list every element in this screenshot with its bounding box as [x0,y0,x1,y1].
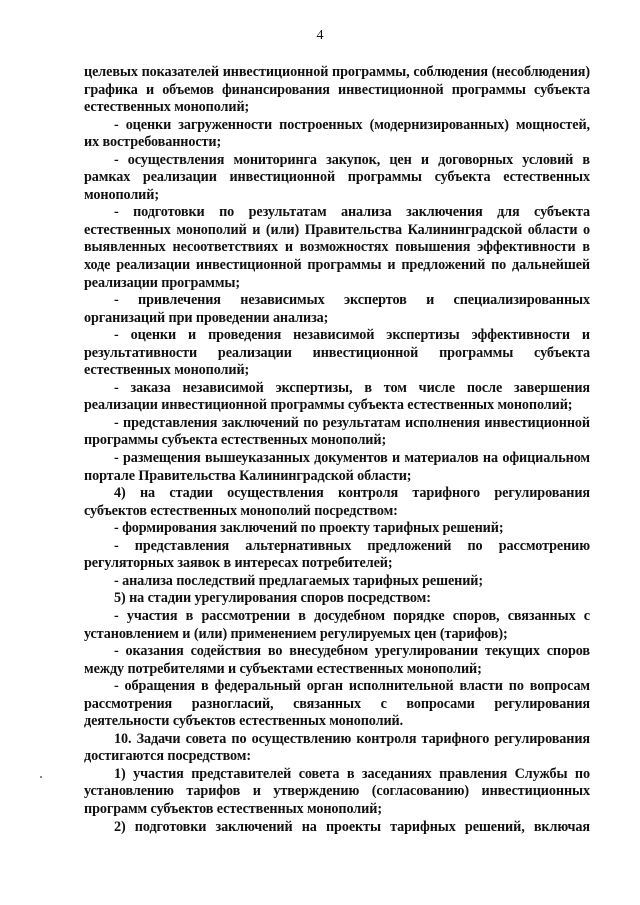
numbered-item: 4) на стадии осуществления контроля тарифного регулирования субъектов естественных монополий посредством: [84,485,590,519]
list-item: - размещения вышеуказанных документов и материалов на официальном портале Правительства Калининградской области; [84,450,590,484]
numbered-item: 1) участия представителей совета в заседаниях правления Службы по установлению тарифов и утверждению (согласованию) инвестиционных программ субъектов естественных монополий; [84,765,590,817]
list-item: - осуществления мониторинга закупок, цен и договорных условий в рамках реализации инвестиционной программы субъекта естественных монополий; [84,151,590,203]
list-item: - оценки загруженности построенных (модернизированных) мощностей, их востребованности; [84,116,590,151]
list-item: - формирования заключений по проекту тарифных решений; [114,520,504,537]
section-paragraph: 10. Задачи совета по осуществлению контроля тарифного регулирования достигаются посредством: [84,730,590,765]
numbered-item: 2) подготовки заключений на проекты тарифных решений, включая [114,818,590,835]
list-item: - оказания содействия во внесудебном урегулировании текущих споров между потребителями и субъектами естественных монополий; [84,643,590,677]
numbered-item: 5) на стадии урегулирования споров посредством: [114,590,431,607]
list-item: - обращения в федеральный орган исполнительной власти по вопросам рассмотрения разногласий, связанных с вопросами регулирования деятельности субъектов естественных монополий. [84,678,590,730]
document-body [84,64,590,836]
list-item: - заказа независимой экспертизы, в том числе после завершения реализации инвестиционной программы субъекта естественных монополий; [84,379,590,414]
page-number: 4 [316,28,324,43]
list-item: - подготовки по результатам анализа заключения для субъекта естественных монополий и (или) Правительства Калининградской области о выявленных несоответствиях и возможностях повышения эффективности в ходе реализации инвестиционной программы и предложений по дальнейшей реализации программы; [84,204,590,291]
list-item: - участия в рассмотрении в досудебном порядке споров, связанных с установлением и (или) применением регулируемых цен (тарифов); [84,607,590,642]
scan-speck [40,776,42,778]
list-item: - представления заключений по результатам исполнения инвестиционной программы субъекта естественных монополий; [84,414,590,449]
list-item: - представления альтернативных предложений по рассмотрению регуляторных заявок в интересах потребителей; [84,537,590,572]
list-item: - анализа последствий предлагаемых тарифных решений; [114,572,484,589]
paragraph-continuation: целевых показателей инвестиционной программы, соблюдения (несоблюдения) графика и объемов финансирования инвестиционной программы субъекта естественных монополий; [84,64,590,116]
list-item: - привлечения независимых экспертов и специализированных организаций при проведении анализа; [84,292,590,326]
list-item: - оценки и проведения независимой экспертизы эффективности и результативности реализации инвестиционной программы субъекта естественных монополий; [84,327,590,379]
